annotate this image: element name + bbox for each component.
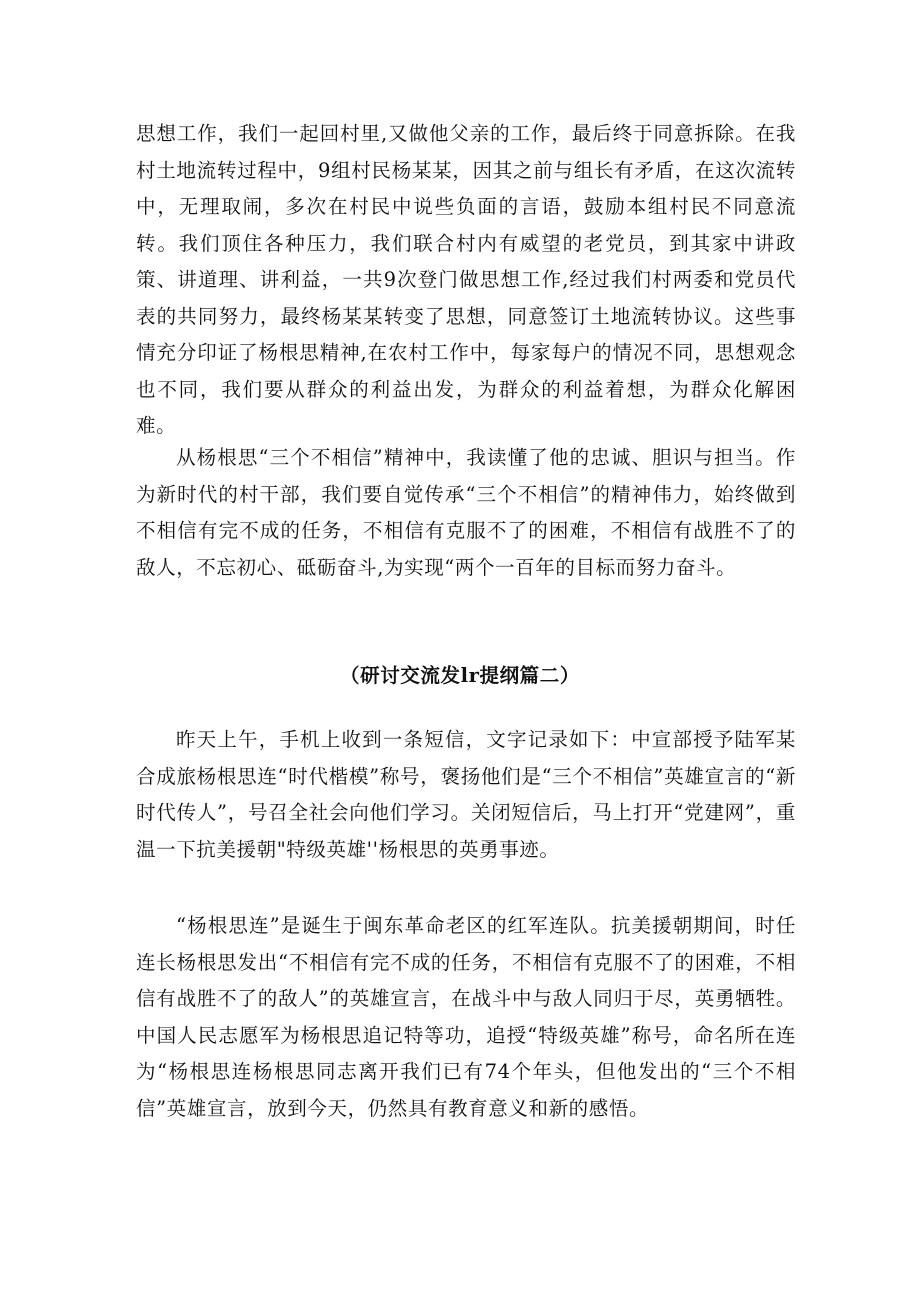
body-paragraph-3: 昨天上午，手机上收到一条短信，文字记录如下：中宣部授予陆军某合成旅杨根思连“时代楷模”称号，褒扬他们是“三个不相信”英雄宣言的“新时代传人”，号召全社会向他们学习。关闭短信后，马上打开“党建网”，重温一下抗美援朝"特级英雄''杨根思的英勇事迹。: [136, 728, 796, 861]
section-heading: （研讨交流发lr提纲篇二）: [340, 664, 580, 687]
body-paragraph-4: “杨根思连”是诞生于闽东革命老区的红军连队。抗美援朝期间，时任连长杨根思发出“不相信有完不成的任务，不相信有克服不了的困难，不相信有战胜不了的敌人”的英雄宣言，在战斗中与敌人同归于尽，英勇牺牲。中国人民志愿军为杨根思追记特等功，追授“特级英雄”称号，命名所在连为“杨根思连杨根思同志离开我们已有74个年头，但他发出的“三个不相信”英雄宣言，放到今天，仍然具有教育意义和新的感悟。: [136, 914, 796, 1120]
body-paragraph-1: 思想工作，我们一起回村里,又做他父亲的工作，最后终于同意拆除。在我村土地流转过程中，9组村民杨某某，因其之前与组长有矛盾，在这次流转中，无理取闹，多次在村民中说些负面的言语，鼓励本组村民不同意流转。我们顶住各种压力，我们联合村内有威望的老党员，到其家中讲政策、讲道理、讲利益，一共9次登门做思想工作,经过我们村两委和党员代表的共同努力，最终杨某某转变了思想，同意签订土地流转协议。这些事情充分印证了杨根思精神,在农村工作中，每家每户的情况不同，思想观念也不同，我们要从群众的利益出发，为群众的利益着想，为群众化解困难。: [136, 122, 796, 437]
body-paragraph-2: 从杨根思“三个不相信”精神中，我读懂了他的忠诚、胆识与担当。作为新时代的村干部，我们要自觉传承“三个不相信”的精神伟力，始终做到不相信有完不成的任务，不相信有克服不了的困难，不相信有战胜不了的敌人，不忘初心、砥砺奋斗,为实现“两个一百年的目标而努力奋斗。: [136, 446, 796, 579]
